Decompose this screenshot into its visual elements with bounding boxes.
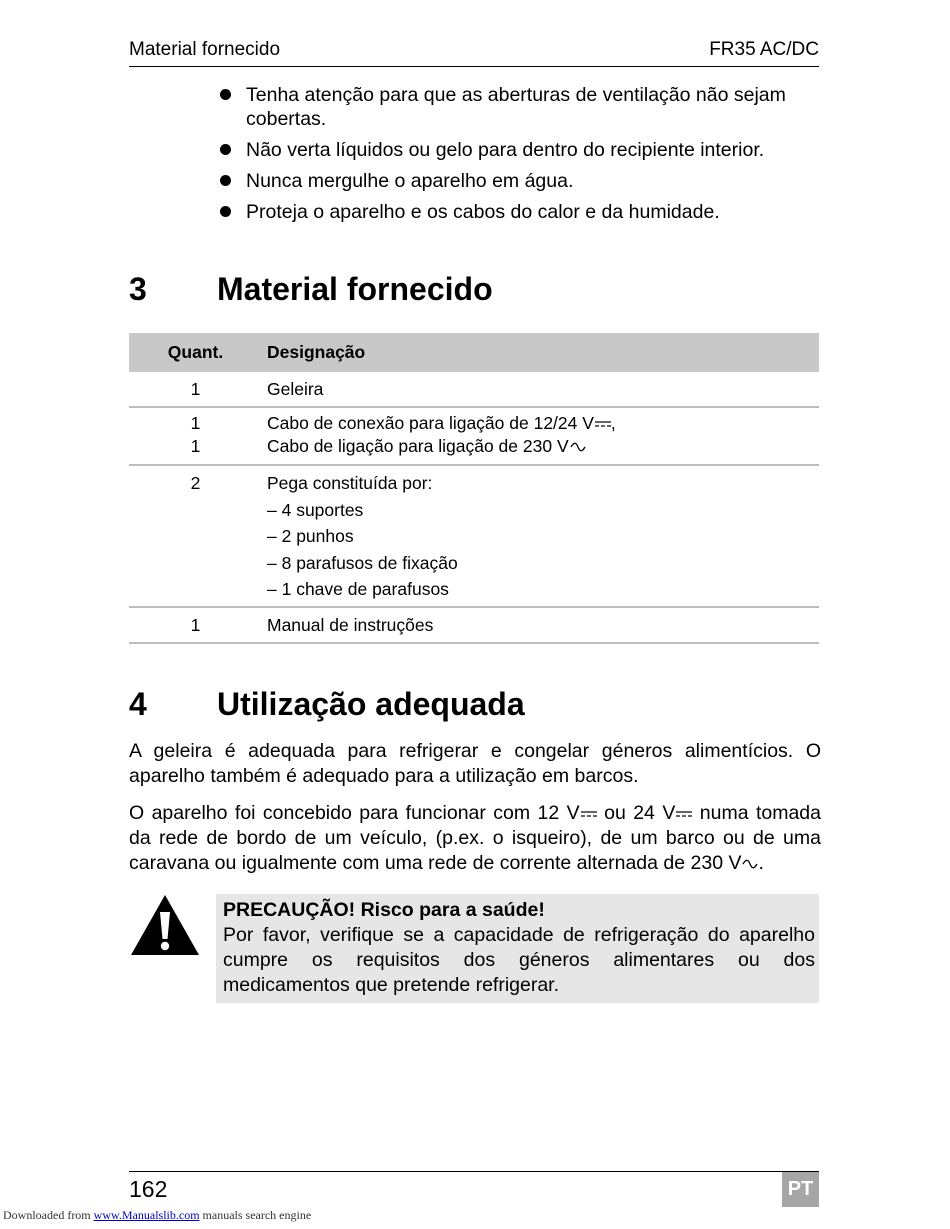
section-heading-3 (129, 271, 493, 308)
download-note: Downloaded from www.Manualslib.com manuals search engine (3, 1208, 312, 1222)
designation-cell: Cabo de conexão para ligação de 12/24 V , Cabo de ligação para ligação de 230 V (267, 413, 616, 456)
table-row (129, 466, 819, 608)
table-row (129, 608, 819, 644)
list-item: Nunca mergulhe o aparelho em água. (219, 169, 829, 193)
warning-body: Por favor, verifique se a capacidade de refrigeração do aparelho cumpre os requisitos dos géneros alimentares ou dos medicamentos que pretende refrigerar. (223, 924, 815, 996)
designation-cell: Geleira (267, 379, 324, 399)
header-divider (129, 66, 819, 67)
section-number: 4 (129, 686, 147, 722)
table-header (129, 333, 819, 372)
dc-symbol-icon (676, 810, 692, 818)
list-item: Proteja o aparelho e os cabos do calor e da humidade. (219, 200, 829, 224)
sub-item: – 1 chave de parafusos (267, 579, 449, 599)
page-number: 162 (129, 1176, 168, 1202)
manualslib-link[interactable]: www.Manualslib.com (93, 1208, 200, 1222)
warning-title: PRECAUÇÃO! Risco para a saúde! (223, 899, 545, 921)
header-model-name: FR35 AC/DC (709, 39, 819, 60)
table-row (129, 408, 819, 466)
table-row (129, 372, 819, 408)
qty-cell: 1 (190, 379, 201, 399)
designation-cell: Pega constituída por: – 4 suportes – 2 punhos – 8 parafusos de fixação – 1 chave de parafusos (267, 466, 819, 609)
section-number: 3 (129, 271, 147, 307)
list-item: Tenha atenção para que as aberturas de ventilação não sejam cobertas. (219, 83, 829, 131)
bullet-icon (220, 175, 231, 186)
dc-symbol-icon (581, 810, 597, 818)
designation-cell: Manual de instruções (267, 615, 434, 635)
warning-text (223, 898, 815, 998)
list-item: Não verta líquidos ou gelo para dentro do recipiente interior. (219, 138, 829, 162)
supply-table (129, 333, 819, 644)
dc-symbol-icon (595, 420, 611, 428)
column-header-qty: Quant. (167, 342, 224, 362)
section-heading-4 (129, 686, 525, 723)
bullet-icon (220, 144, 231, 155)
body-paragraph: O aparelho foi concebido para funcionar com 12 V ou 24 V numa tomada da rede de bordo de um veículo, (p.ex. o isqueiro), de um barco ou de uma caravana ou igualmente com uma rede de corrente alternada de 230 V . (129, 802, 822, 874)
qty-cell: 1 1 (190, 413, 201, 456)
column-header-designation: Designação (267, 342, 366, 362)
sub-item: – 2 punhos (267, 526, 354, 546)
header-section-title: Material fornecido (129, 39, 281, 60)
warning-triangle-icon (129, 893, 201, 957)
language-badge: PT (782, 1172, 819, 1207)
section-title: Material fornecido (217, 271, 493, 307)
bullet-icon (220, 89, 231, 100)
sub-item: – 4 suportes (267, 499, 364, 520)
ac-symbol-icon (742, 859, 758, 869)
sub-item: – 8 parafusos de fixação (267, 552, 458, 573)
footer-divider (129, 1171, 819, 1172)
qty-cell: 1 (190, 615, 201, 635)
section-title: Utilização adequada (217, 686, 525, 722)
bullet-icon (220, 206, 231, 217)
qty-cell: 2 (190, 473, 201, 493)
body-paragraph: A geleira é adequada para refrigerar e congelar géneros alimentícios. O aparelho também é adequado para a utilização em barcos. (129, 740, 821, 787)
ac-symbol-icon (570, 442, 586, 452)
safety-bullet-list (219, 83, 829, 231)
